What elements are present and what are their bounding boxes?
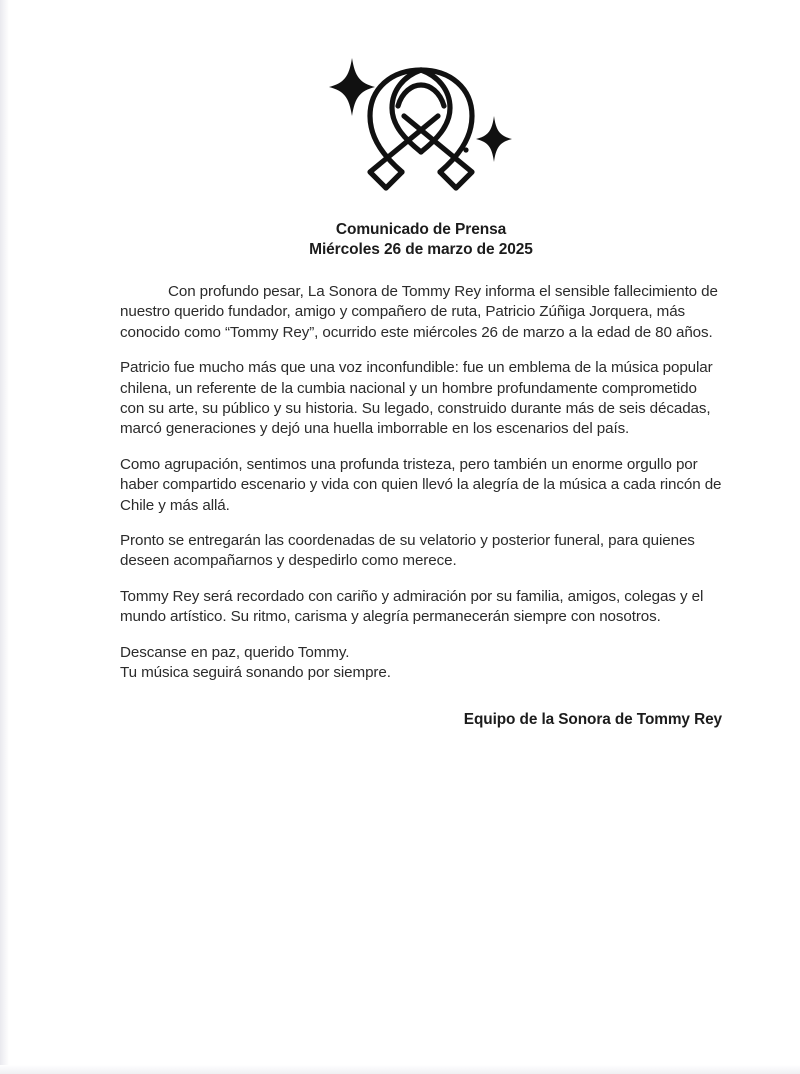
signature: Equipo de la Sonora de Tommy Rey — [463, 710, 722, 728]
document-content — [120, 0, 722, 730]
body-copy — [120, 282, 722, 684]
paragraph-5: Tommy Rey será recordado con cariño y admiración por su familia, amigos, colegas y el mundo artístico. Su ritmo, carisma y alegría permanecerán siempre con nosotros. — [120, 587, 704, 626]
ribbon-inner-arc-path — [398, 85, 444, 106]
paragraph-3: Como agrupación, sentimos una profunda tristeza, pero también un enorme orgullo por haber compartido escenario y vida con quien llevó la alegría de la música a cada rincón de Chile y más allá. — [120, 455, 722, 514]
sparkle-star-right-icon — [476, 116, 512, 162]
closing-line-2: Tu música seguirá sonando por siempre. — [120, 664, 391, 682]
paragraph-2: Patricio fue mucho más que una voz inconfundible: fue un emblema de la música popular chilena, un referente de la cumbia nacional y un hombre profundamente comprometido con su arte, su público y su historia. Su legado, construido durante más de seis décadas, marcó generaciones y dejó una huella imborrable en los escenarios del país. — [120, 359, 713, 438]
page-bottom-edge-shadow — [0, 1065, 800, 1074]
dot-icon — [463, 147, 468, 152]
ribbon-logo — [326, 52, 516, 204]
paragraph-1: Con profundo pesar, La Sonora de Tommy Rey informa el sensible fallecimiento de nuestro querido fundador, amigo y compañero de ruta, Patricio Zúñiga Jorquera, más conocido como “Tommy Rey”, ocurrido este miércoles 26 de marzo a la edad de 80 años. — [120, 283, 718, 341]
paragraph-4: Pronto se entregarán las coordenadas de su velatorio y posterior funeral, para quienes deseen acompañarnos y despedirlo como merece. — [120, 532, 695, 570]
page-title: Comunicado de Prensa — [335, 221, 507, 238]
logo-container — [120, 0, 722, 204]
closing-line-1: Descanse en paz, querido Tommy. — [120, 643, 350, 661]
release-date: Miércoles 26 de marzo de 2025 — [309, 241, 533, 258]
header-block — [120, 220, 722, 260]
page-left-edge-shadow — [0, 0, 9, 1074]
